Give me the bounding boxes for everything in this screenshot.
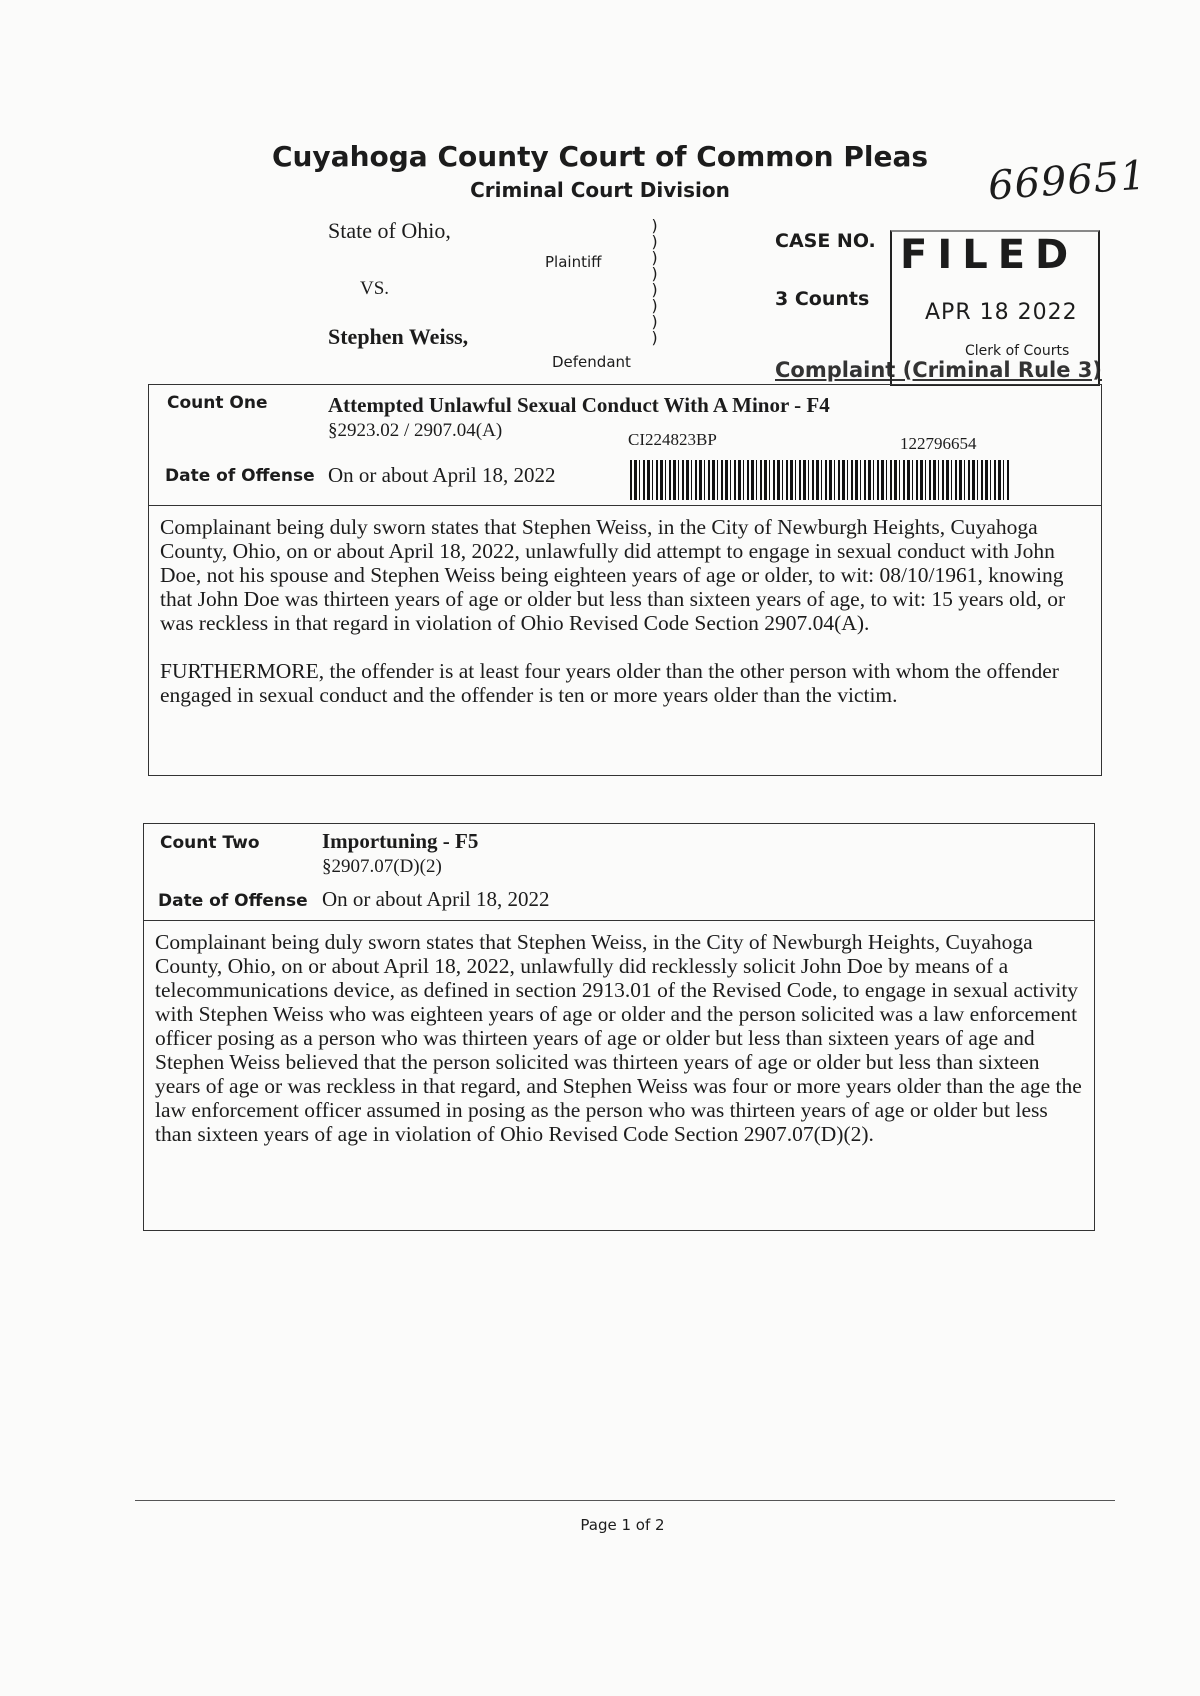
versus-label: VS. — [360, 278, 390, 299]
page-number: Page 1 of 2 — [580, 1516, 665, 1534]
filed-stamp-text: FILED — [900, 232, 1079, 278]
plaintiff-name: State of Ohio, — [328, 218, 451, 243]
caption-parentheses: ) ) ) ) ) ) ) ) — [650, 216, 660, 347]
count-two-body — [155, 930, 1083, 1170]
case-no-label: CASE NO. — [775, 230, 876, 252]
count-one-offense: Attempted Unlawful Sexual Conduct With A Minor - F4 — [328, 393, 830, 417]
court-title: Cuyahoga County Court of Common Pleas — [271, 140, 929, 173]
count-one-date-label: Date of Offense — [165, 466, 315, 486]
count-two-date-label: Date of Offense — [158, 891, 308, 911]
footer-rule — [135, 1500, 1115, 1501]
complaint-label: Complaint (Criminal Rule 3) — [775, 358, 1102, 382]
defendant-role: Defendant — [552, 353, 631, 371]
barcode-id-right: 122796654 — [900, 434, 977, 453]
count-two-label: Count Two — [160, 833, 260, 853]
count-one-date-value: On or about April 18, 2022 — [328, 463, 556, 487]
plaintiff-role: Plaintiff — [545, 253, 602, 271]
count-two-date-value: On or about April 18, 2022 — [322, 887, 550, 911]
count-two-statute: §2907.07(D)(2) — [322, 856, 442, 877]
count-two-paragraph-1: Complainant being duly sworn states that Stephen Weiss, in the City of Newburgh Heights, Cuyahoga County, Ohio, on or about April 18, 2022, unlawfully did recklessly solicit John Doe by means of a telecommunications device, as defined in section 2913.01 of the Revised Code, to engage in sexual activity with Stephen Weiss who was eighteen years of age or older and the person solicited was a law enforcement officer posing as a person who was thirteen years of age or older but less than sixteen years of age and Stephen Weiss believed that the person solicited was thirteen years of age or older but less than sixteen years of age or was reckless in that regard, and Stephen Weiss was four or more years older than the age the law enforcement officer assumed in posing as the person who was thirteen years of age or older but less than sixteen years of age in violation of Ohio Revised Code Section 2907.07(D)(2). — [155, 930, 1082, 1146]
defendant-name: Stephen Weiss, — [328, 324, 469, 349]
court-division: Criminal Court Division — [470, 178, 730, 202]
count-one-paragraph-2: FURTHERMORE, the offender is at least four years older than the other person with whom the offender engaged in sexual conduct and the offender is ten or more years older than the victim. — [160, 659, 1059, 707]
count-one-statute: §2923.02 / 2907.04(A) — [328, 420, 503, 441]
barcode-id-left: CI224823BP — [628, 430, 717, 449]
filed-stamp-clerk: Clerk of Courts — [965, 343, 1070, 359]
count-one-body — [160, 515, 1090, 731]
barcode — [630, 460, 1010, 500]
count-one-paragraph-1: Complainant being duly sworn states that Stephen Weiss, in the City of Newburgh Heights, Cuyahoga County, Ohio, on or about April 18, 2022, unlawfully did attempt to engage in sexual conduct with John Doe, not his spouse and Stephen Weiss being eighteen years of age or older, to wit: 08/10/1961, knowing that John Doe was thirteen years of age or older but less than sixteen years of age, to wit: 15 years old, or was reckless in that regard in violation of Ohio Revised Code Section 2907.04(A). — [160, 515, 1066, 635]
count-one-label: Count One — [167, 393, 268, 413]
count-two-offense: Importuning - F5 — [322, 829, 479, 853]
filed-stamp-date: APR 18 2022 — [925, 300, 1078, 325]
counts-label: 3 Counts — [775, 288, 870, 310]
handwritten-case-number: 669651 — [986, 152, 1149, 210]
